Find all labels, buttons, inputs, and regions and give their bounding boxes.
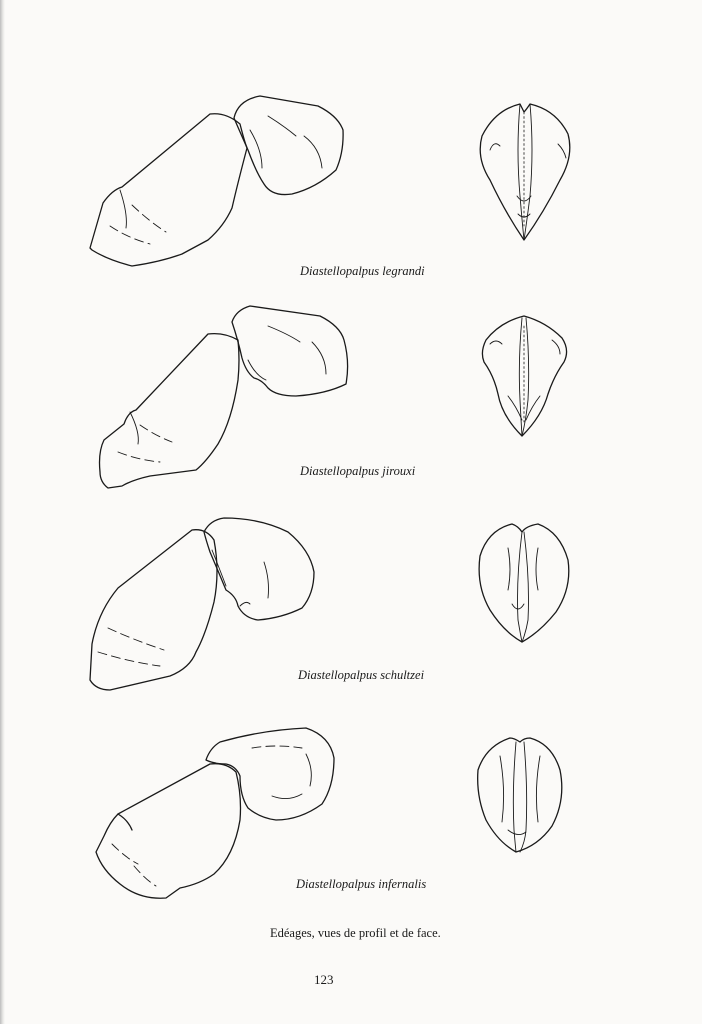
species-caption-infernalis: Diastellopalpus infernalis [296,877,427,891]
species-caption-schultzei: Diastellopalpus schultzei [298,668,425,682]
species-caption-jirouxi: Diastellopalpus jirouxi [300,464,416,478]
frontal-drawing-infernalis [478,738,562,852]
frontal-drawing-legrandi [480,104,570,240]
frontal-drawing-schultzei [479,524,569,642]
species-caption-legrandi: Diastellopalpus legrandi [300,264,425,278]
frontal-drawing-jirouxi [482,316,566,436]
figure-caption: Edéages, vues de profil et de face. [270,926,441,940]
profile-drawing-schultzei [90,518,314,690]
profile-drawing-infernalis [96,728,334,898]
profile-drawing-jirouxi [100,306,348,488]
profile-drawing-legrandi [90,96,343,266]
page-number: 123 [314,972,334,987]
